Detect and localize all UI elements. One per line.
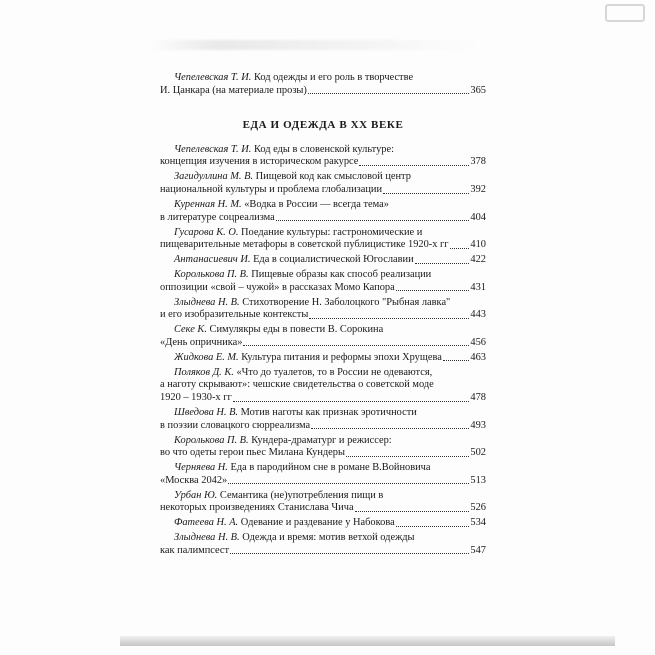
toc-entry: [160, 532, 486, 557]
toc-entry: [160, 367, 486, 405]
entry-title-continued: некоторых произведениях Станислава Чича: [160, 502, 354, 514]
entry-title: Еда в социалистической Югославии: [253, 254, 414, 266]
dot-leader: [233, 400, 470, 402]
toc-entry: [160, 490, 486, 515]
toc-entry: [160, 517, 486, 530]
toc-entry: [160, 72, 486, 97]
page-number: 365: [470, 84, 486, 96]
entry-title: Симулякры еды в повести В. Сорокина: [209, 324, 384, 336]
entry-title-continued: во что одеты герои пьес Милана Кундеры: [160, 447, 345, 459]
entry-title: Код одежды и его роль в творчестве: [253, 72, 414, 83]
dot-leader: [359, 164, 469, 166]
entry-title: «Водка в России — всегда тема»: [244, 198, 389, 210]
page-number: 392: [470, 183, 486, 195]
dot-leader: [415, 262, 470, 264]
entry-title: Стихотворение Н. Заболоцкого "Рыбная лавка": [242, 296, 451, 308]
dot-leader: [346, 455, 469, 457]
page-number: 526: [470, 502, 486, 514]
toc-entry: [160, 144, 486, 169]
entry-title: «Что до туалетов, то в России не одеваются,: [236, 366, 433, 378]
entry-author: Чепелевская Т. И.: [174, 72, 252, 83]
entry-title-continued: в поэзии словацкого сюрреализма: [160, 419, 311, 431]
dot-leader: [450, 247, 470, 249]
table-of-contents: [160, 72, 486, 560]
entry-author: Гусарова К. О.: [174, 226, 239, 238]
page-number: 456: [470, 336, 486, 348]
section-heading: ЕДА И ОДЕЖДА В XX ВЕКЕ: [242, 119, 404, 132]
entry-author: Секе К.: [174, 324, 207, 336]
dot-leader: [243, 344, 469, 346]
entry-title-continued: национальной культуры и проблема глобализации: [160, 183, 383, 195]
entry-title-continued: пищеварительные метафоры в советской публицистике 1920-х гг: [160, 239, 449, 251]
page-number: 534: [470, 517, 486, 529]
entry-author: Куренная Н. М.: [174, 198, 242, 210]
entry-author: Фатеева Н. А.: [174, 517, 239, 529]
entry-author: Шведова Н. В.: [174, 406, 239, 418]
page-number: 410: [470, 239, 486, 251]
entry-title-continued: как палимпсест: [160, 544, 230, 556]
entry-title: Пищевые образы как способ реализации: [251, 269, 432, 281]
dot-leader: [228, 482, 469, 484]
toc-entry: [160, 227, 486, 252]
toc-entry: [160, 171, 486, 196]
entry-author: Злыднева Н. В.: [174, 296, 240, 308]
dot-leader: [276, 219, 470, 221]
entry-author: Чепелевская Т. И.: [174, 143, 252, 155]
toc-entry: [160, 297, 486, 322]
toc-entry: [160, 462, 486, 487]
entry-title-continued: а наготу скрывают»: чешские свидетельства о советской моде: [160, 379, 434, 391]
corner-mark: [605, 4, 645, 22]
entry-title: Культура питания и реформы эпохи Хрущева: [241, 351, 442, 363]
page-number: 404: [470, 211, 486, 223]
page-number: 478: [470, 391, 486, 403]
toc-entry: [160, 254, 486, 267]
entry-title-continued: концепция изучения в историческом ракурсе: [160, 156, 359, 168]
entry-title-continued: в литературе соцреализма: [160, 211, 275, 223]
entry-title: Одежда и время: мотив ветхой одежды: [242, 532, 415, 544]
page-number: 378: [470, 156, 486, 168]
entry-author: Жидкова Е. М.: [174, 351, 239, 363]
dot-leader: [383, 192, 469, 194]
dot-leader: [308, 92, 470, 94]
scan-edge-shadow: [120, 636, 615, 646]
toc-entry: [160, 199, 486, 224]
entry-author: Черняева Н.: [174, 462, 228, 474]
entry-title: Одевание и раздевание у Набокова: [240, 517, 395, 529]
page-number: 431: [470, 281, 486, 293]
dot-leader: [230, 552, 469, 554]
entry-author: Королькова П. В.: [174, 434, 249, 446]
toc-entry: [160, 435, 486, 460]
entry-title-continued: «День опричника»: [160, 336, 243, 348]
entry-author: Злыднева Н. В.: [174, 532, 240, 544]
entry-title-continued: оппозиции «свой – чужой» в рассказах Момо Капора: [160, 281, 395, 293]
entry-author: Загидуллина М. В.: [174, 171, 254, 183]
toc-entry: [160, 407, 486, 432]
toc-entry: [160, 324, 486, 349]
entry-author: Королькова П. В.: [174, 269, 249, 281]
entry-author: Урбан Ю.: [174, 489, 218, 501]
entry-title: Еда в пародийном сне в романе В.Войновича: [230, 462, 431, 474]
entry-title-continued: 1920 – 1930-х гг: [160, 391, 232, 403]
entry-title: Семантика (не)употребления пищи в: [219, 489, 384, 501]
dot-leader: [443, 359, 470, 361]
toc-entry: [160, 269, 486, 294]
page-number: 502: [470, 447, 486, 459]
entry-title-continued: и его изобразительные контексты: [160, 309, 309, 321]
entry-title-continued: «Москва 2042»: [160, 474, 228, 486]
entry-title: Код еды в словенской культуре:: [253, 143, 394, 155]
dot-leader: [396, 289, 470, 291]
entry-author: Антанасиевич И.: [174, 254, 251, 266]
page-number: 443: [470, 309, 486, 321]
entry-title: Поедание культуры: гастрономические и: [241, 226, 423, 238]
page-number: 547: [470, 544, 486, 556]
entry-title: Кундера-драматург и режиссер:: [251, 434, 392, 446]
page-number: 422: [470, 254, 486, 266]
toc-entry: [160, 352, 486, 365]
dot-leader: [309, 317, 469, 319]
entry-title: Пищевой код как смысловой центр: [255, 171, 411, 183]
dot-leader: [311, 427, 469, 429]
page-number: 513: [470, 474, 486, 486]
dot-leader: [396, 525, 470, 527]
dot-leader: [355, 510, 470, 512]
page-number: 493: [470, 419, 486, 431]
entry-title: Мотив наготы как признак эротичности: [240, 406, 417, 418]
entry-title-continued: И. Цанкара (на материале прозы): [160, 84, 307, 96]
entry-author: Поляков Д. К.: [174, 366, 234, 378]
scan-smudge: [150, 40, 480, 50]
page-number: 463: [470, 351, 486, 363]
